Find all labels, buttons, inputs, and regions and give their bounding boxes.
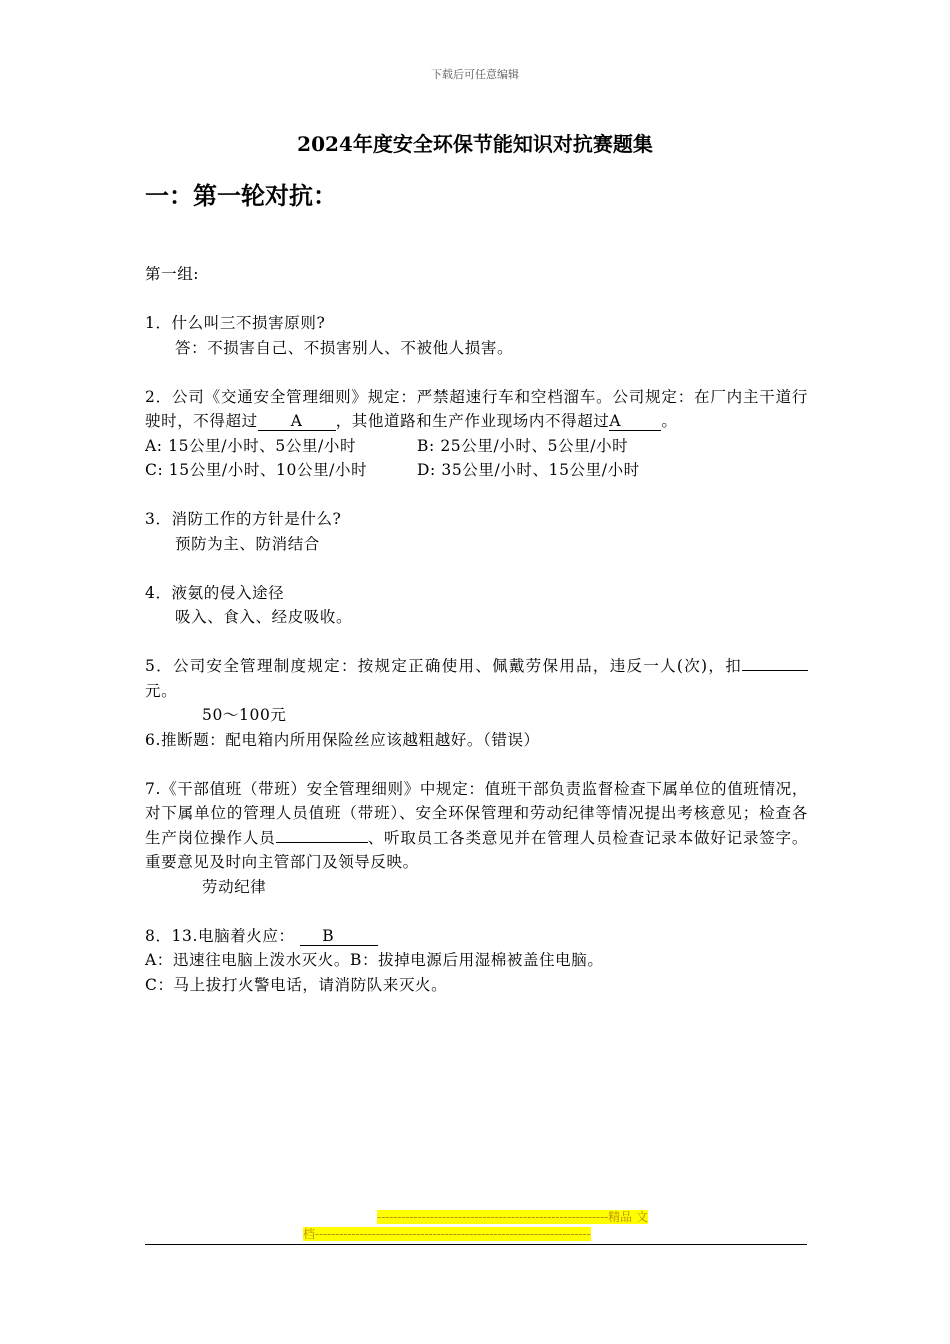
answer-3: 预防为主、防消结合 — [175, 534, 320, 553]
page-header: 下载后可任意编辑 — [431, 68, 519, 81]
answer-blank-8 — [300, 927, 378, 946]
option-b: B: 25公里/小时、5公里/小时 — [417, 436, 629, 455]
options-8-ab: A：迅速往电脑上泼水灭火。B：拔掉电源后用湿棉被盖住电脑。 — [145, 951, 604, 969]
question-7 — [145, 777, 808, 875]
answer-blank-7 — [276, 842, 368, 843]
question-8 — [145, 924, 808, 949]
question-7-text-2: 、听取员工各类意见并在管理人员检查记录本做好记录签字。重要意见及时向主管部门及领导反映。 — [145, 828, 808, 871]
answer-blank-5 — [742, 670, 808, 671]
answer-5: 50～100元 — [202, 706, 287, 724]
section-heading: 一：第一轮对抗： — [145, 181, 337, 210]
question-6: 6.推断题：配电箱内所用保险丝应该越粗越好。（错误） — [145, 730, 540, 749]
document-body — [145, 262, 808, 997]
answer-blank-2b: A — [609, 412, 661, 431]
question-5 — [145, 654, 808, 703]
question-3: 3．消防工作的方针是什么? — [145, 510, 342, 528]
question-5-text-2: 元。 — [145, 681, 178, 700]
answer-7: 劳动纪律 — [202, 877, 267, 896]
document-title: 2024年度安全环保节能知识对抗赛题集 — [297, 132, 653, 156]
footer-watermark — [303, 1209, 648, 1243]
question-5-text-1: 5．公司安全管理制度规定：按规定正确使用、佩戴劳保用品，违反一人(次)，扣 — [145, 657, 742, 675]
question-2-text-2: ，其他道路和生产作业现场内不得超过 — [335, 412, 610, 430]
options-row-2 — [145, 458, 808, 483]
footer-line-1: ---------------------------------------------------------精品 文 — [377, 1210, 648, 1224]
footer-line-2: 档-------------------------------------------------------------------- — [303, 1227, 591, 1241]
group-heading: 第一组: — [145, 265, 200, 283]
question-8-text: 8．13.电脑着火应： — [145, 926, 295, 945]
footer-rule — [145, 1244, 807, 1245]
option-c: C: 15公里/小时、10公里/小时 — [145, 461, 368, 479]
question-1: 1．什么叫三不损害原则? — [145, 314, 326, 332]
answer-blank-2a: A — [258, 412, 336, 431]
question-4: 4．液氨的侵入途径 — [145, 583, 285, 602]
question-2 — [145, 385, 808, 434]
option-a: A: 15公里/小时、5公里/小时 — [145, 436, 357, 455]
option-d: D: 35公里/小时、15公里/小时 — [417, 461, 640, 479]
question-2-text-1: 2．公司《交通安全管理细则》规定：严禁超速行车和空档溜车。公司规定：在厂内主干道行驶时，不得超过 — [145, 387, 808, 430]
answer-1: 答：不损害自己、不损害别人、不被他人损害。 — [175, 338, 514, 357]
options-8-c: C：马上拔打火警电话，请消防队来灭火。 — [145, 975, 448, 994]
answer-4: 吸入、食入、经皮吸收。 — [175, 608, 353, 626]
question-7-text-1: 7.《干部值班（带班）安全管理细则》中规定：值班干部负责监督检查下属单位的值班情况，对下属单位的管理人员值班（带班）、安全环保管理和劳动纪律等情况提出考核意见；检查各生产岗位操作人员 — [145, 779, 808, 847]
options-row-1 — [145, 434, 808, 459]
answer-blank-8-value: B — [322, 926, 335, 945]
question-2-text-3: 。 — [661, 412, 678, 430]
